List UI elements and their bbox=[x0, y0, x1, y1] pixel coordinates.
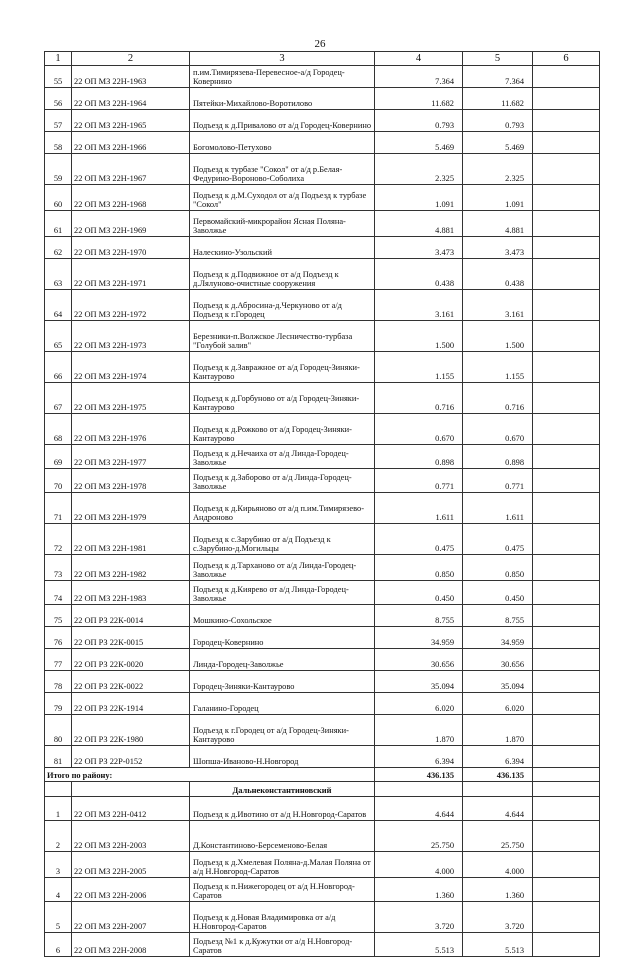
table-row bbox=[45, 66, 600, 88]
length-value-5: 0.793 bbox=[463, 110, 533, 132]
length-value-4: 3.161 bbox=[375, 290, 463, 321]
empty-cell-6 bbox=[533, 352, 600, 383]
length-value-5: 25.750 bbox=[463, 821, 533, 852]
table-row bbox=[45, 746, 600, 768]
table-row bbox=[45, 321, 600, 352]
road-name: Д.Константиново-Берсеменово-Белая bbox=[190, 821, 375, 852]
length-value-4: 4.881 bbox=[375, 211, 463, 237]
empty-cell-6 bbox=[533, 555, 600, 581]
length-value-4: 0.475 bbox=[375, 524, 463, 555]
table-row bbox=[45, 627, 600, 649]
section-row bbox=[45, 782, 600, 797]
table-row bbox=[45, 493, 600, 524]
table-row bbox=[45, 469, 600, 493]
empty-cell-6 bbox=[533, 445, 600, 469]
empty-cell-6 bbox=[533, 715, 600, 746]
empty-cell-6 bbox=[533, 154, 600, 185]
length-value-5: 0.771 bbox=[463, 469, 533, 493]
row-number: 59 bbox=[45, 154, 72, 185]
length-value-5: 0.670 bbox=[463, 414, 533, 445]
row-number: 3 bbox=[45, 852, 72, 878]
table-row bbox=[45, 605, 600, 627]
road-name: Подъезд к д.Киярево от а/д Линда-Городец-Заволжье bbox=[190, 581, 375, 605]
table-row bbox=[45, 414, 600, 445]
length-value-5: 0.716 bbox=[463, 383, 533, 414]
row-number: 55 bbox=[45, 66, 72, 88]
table-row bbox=[45, 581, 600, 605]
length-value-5: 6.020 bbox=[463, 693, 533, 715]
road-code: 22 ОП РЗ 22К-1914 bbox=[72, 693, 190, 715]
empty-cell-6 bbox=[533, 132, 600, 154]
row-number: 60 bbox=[45, 185, 72, 211]
road-name: Подъезд к д.Завражное от а/д Городец-Зиняки-Кантаурово bbox=[190, 352, 375, 383]
road-code: 22 ОП МЗ 22Н-2008 bbox=[72, 933, 190, 957]
row-number: 57 bbox=[45, 110, 72, 132]
road-code: 22 ОП МЗ 22Н-1983 bbox=[72, 581, 190, 605]
road-code: 22 ОП МЗ 22Н-1972 bbox=[72, 290, 190, 321]
header-cell: 6 bbox=[533, 52, 600, 66]
length-value-5: 30.656 bbox=[463, 649, 533, 671]
row-number: 56 bbox=[45, 88, 72, 110]
road-name: Подъезд к д.Хмелевая Поляна-д.Малая Поляна от а/д Н.Новгород-Саратов bbox=[190, 852, 375, 878]
empty-cell-6 bbox=[533, 321, 600, 352]
road-name: Подъезд к д.Новая Владимировка от а/д Н.Новгород-Саратов bbox=[190, 902, 375, 933]
road-name: Галанино-Городец bbox=[190, 693, 375, 715]
row-number: 6 bbox=[45, 933, 72, 957]
empty-cell-6 bbox=[533, 237, 600, 259]
road-code: 22 ОП МЗ 22Н-1971 bbox=[72, 259, 190, 290]
row-number: 5 bbox=[45, 902, 72, 933]
total-value-4: 436.135 bbox=[375, 768, 463, 782]
section-empty-1 bbox=[45, 782, 72, 797]
road-name: Шопша-Иваново-Н.Новгород bbox=[190, 746, 375, 768]
empty-cell-6 bbox=[533, 649, 600, 671]
road-name: Подъезд к д.Рожково от а/д Городец-Зиняки-Кантаурово bbox=[190, 414, 375, 445]
header-cell: 1 bbox=[45, 52, 72, 66]
road-name: Мошкино-Сохольское bbox=[190, 605, 375, 627]
empty-cell-6 bbox=[533, 746, 600, 768]
road-code: 22 ОП РЗ 22К-1980 bbox=[72, 715, 190, 746]
length-value-5: 6.394 bbox=[463, 746, 533, 768]
road-name: Пятейки-Михайлово-Воротилово bbox=[190, 88, 375, 110]
empty-cell-6 bbox=[533, 878, 600, 902]
length-value-5: 4.644 bbox=[463, 797, 533, 821]
road-code: 22 ОП РЗ 22К-0014 bbox=[72, 605, 190, 627]
road-code: 22 ОП РЗ 22Р-0152 bbox=[72, 746, 190, 768]
length-value-4: 25.750 bbox=[375, 821, 463, 852]
length-value-5: 7.364 bbox=[463, 66, 533, 88]
length-value-5: 3.720 bbox=[463, 902, 533, 933]
table-row bbox=[45, 671, 600, 693]
table-row bbox=[45, 290, 600, 321]
length-value-5: 34.959 bbox=[463, 627, 533, 649]
table-row bbox=[45, 445, 600, 469]
road-code: 22 ОП МЗ 22Н-2006 bbox=[72, 878, 190, 902]
road-code: 22 ОП РЗ 22К-0022 bbox=[72, 671, 190, 693]
road-code: 22 ОП МЗ 22Н-1976 bbox=[72, 414, 190, 445]
empty-cell-6 bbox=[533, 797, 600, 821]
length-value-4: 0.898 bbox=[375, 445, 463, 469]
length-value-5: 4.000 bbox=[463, 852, 533, 878]
road-code: 22 ОП МЗ 22Н-1978 bbox=[72, 469, 190, 493]
row-number: 71 bbox=[45, 493, 72, 524]
row-number: 80 bbox=[45, 715, 72, 746]
length-value-4: 1.155 bbox=[375, 352, 463, 383]
road-code: 22 ОП МЗ 22Н-1965 bbox=[72, 110, 190, 132]
row-number: 4 bbox=[45, 878, 72, 902]
road-code: 22 ОП МЗ 22Н-2005 bbox=[72, 852, 190, 878]
row-number: 74 bbox=[45, 581, 72, 605]
road-name: Богомолово-Петухово bbox=[190, 132, 375, 154]
section-empty-6 bbox=[533, 782, 600, 797]
row-number: 2 bbox=[45, 821, 72, 852]
row-number: 63 bbox=[45, 259, 72, 290]
road-name: Подъезд №1 к д.Кужутки от а/д Н.Новгород-Саратов bbox=[190, 933, 375, 957]
road-name: Подъезд к д.Абросина-д.Черкуново от а/д Подъезд к г.Городец bbox=[190, 290, 375, 321]
empty-cell-6 bbox=[533, 414, 600, 445]
length-value-5: 1.155 bbox=[463, 352, 533, 383]
row-number: 68 bbox=[45, 414, 72, 445]
section-empty-5 bbox=[463, 782, 533, 797]
length-value-5: 1.500 bbox=[463, 321, 533, 352]
length-value-5: 5.513 bbox=[463, 933, 533, 957]
row-number: 79 bbox=[45, 693, 72, 715]
table-row bbox=[45, 383, 600, 414]
row-number: 58 bbox=[45, 132, 72, 154]
table-row bbox=[45, 878, 600, 902]
table-row bbox=[45, 649, 600, 671]
length-value-5: 4.881 bbox=[463, 211, 533, 237]
road-name: Березники-п.Волжское Лесничество-турбаза "Голубой залив" bbox=[190, 321, 375, 352]
length-value-5: 3.473 bbox=[463, 237, 533, 259]
table-row bbox=[45, 352, 600, 383]
table-row bbox=[45, 237, 600, 259]
row-number: 66 bbox=[45, 352, 72, 383]
empty-cell-6 bbox=[533, 110, 600, 132]
length-value-4: 0.771 bbox=[375, 469, 463, 493]
length-value-4: 11.682 bbox=[375, 88, 463, 110]
road-code: 22 ОП МЗ 22Н-1969 bbox=[72, 211, 190, 237]
empty-cell-6 bbox=[533, 493, 600, 524]
table-row bbox=[45, 821, 600, 852]
empty-cell-6 bbox=[533, 671, 600, 693]
roads-table bbox=[44, 51, 600, 957]
length-value-4: 0.793 bbox=[375, 110, 463, 132]
table-row bbox=[45, 524, 600, 555]
row-number: 67 bbox=[45, 383, 72, 414]
table-row bbox=[45, 132, 600, 154]
road-name: Городец-Зиняки-Кантаурово bbox=[190, 671, 375, 693]
empty-cell-6 bbox=[533, 693, 600, 715]
row-number: 1 bbox=[45, 797, 72, 821]
table-row bbox=[45, 259, 600, 290]
road-name: Подъезд к д.М.Суходол от а/д Подъезд к турбазе "Сокол" bbox=[190, 185, 375, 211]
length-value-5: 1.360 bbox=[463, 878, 533, 902]
length-value-4: 3.473 bbox=[375, 237, 463, 259]
road-name: Подъезд к д.Нечаиха от а/д Линда-Городец-Заволжье bbox=[190, 445, 375, 469]
table-row bbox=[45, 715, 600, 746]
road-name: Подъезд к д.Кирьяново от а/д п.им.Тимирязево-Андроново bbox=[190, 493, 375, 524]
length-value-4: 35.094 bbox=[375, 671, 463, 693]
total-empty-6 bbox=[533, 768, 600, 782]
row-number: 72 bbox=[45, 524, 72, 555]
page-number: 26 bbox=[314, 38, 326, 50]
table-row bbox=[45, 211, 600, 237]
table-row bbox=[45, 555, 600, 581]
header-cell: 5 bbox=[463, 52, 533, 66]
road-name: Городец-Ковернино bbox=[190, 627, 375, 649]
empty-cell-6 bbox=[533, 524, 600, 555]
road-name: Налескино-Узольский bbox=[190, 237, 375, 259]
road-code: 22 ОП МЗ 22Н-1967 bbox=[72, 154, 190, 185]
road-code: 22 ОП МЗ 22Н-1981 bbox=[72, 524, 190, 555]
row-number: 65 bbox=[45, 321, 72, 352]
header-cell: 4 bbox=[375, 52, 463, 66]
table-row bbox=[45, 902, 600, 933]
road-name: Подъезд к д.Подвижное от а/д Подъезд к д.Лялуново-очистные сооружения bbox=[190, 259, 375, 290]
road-code: 22 ОП МЗ 22Н-1974 bbox=[72, 352, 190, 383]
length-value-4: 4.644 bbox=[375, 797, 463, 821]
length-value-4: 6.394 bbox=[375, 746, 463, 768]
road-name: Линда-Городец-Заволжье bbox=[190, 649, 375, 671]
empty-cell-6 bbox=[533, 185, 600, 211]
empty-cell-6 bbox=[533, 88, 600, 110]
table-row bbox=[45, 88, 600, 110]
length-value-4: 1.360 bbox=[375, 878, 463, 902]
row-number: 69 bbox=[45, 445, 72, 469]
road-name: Подъезд к д.Тарханово от а/д Линда-Городец-Заволжье bbox=[190, 555, 375, 581]
length-value-4: 0.670 bbox=[375, 414, 463, 445]
total-row bbox=[45, 768, 600, 782]
length-value-4: 0.450 bbox=[375, 581, 463, 605]
empty-cell-6 bbox=[533, 627, 600, 649]
length-value-4: 4.000 bbox=[375, 852, 463, 878]
length-value-4: 34.959 bbox=[375, 627, 463, 649]
road-code: 22 ОП МЗ 22Н-1963 bbox=[72, 66, 190, 88]
empty-cell-6 bbox=[533, 821, 600, 852]
road-name: Подъезд к п.Нижегородец от а/д Н.Новгород-Саратов bbox=[190, 878, 375, 902]
length-value-5: 1.870 bbox=[463, 715, 533, 746]
table-row bbox=[45, 110, 600, 132]
table-row bbox=[45, 933, 600, 957]
section-title: Дальнеконстантиновский bbox=[190, 782, 375, 797]
row-number: 62 bbox=[45, 237, 72, 259]
road-code: 22 ОП МЗ 22Н-1964 bbox=[72, 88, 190, 110]
road-name: Первомайский-микрорайон Ясная Поляна-Заволжье bbox=[190, 211, 375, 237]
row-number: 76 bbox=[45, 627, 72, 649]
empty-cell-6 bbox=[533, 581, 600, 605]
table-row bbox=[45, 797, 600, 821]
row-number: 70 bbox=[45, 469, 72, 493]
length-value-5: 0.475 bbox=[463, 524, 533, 555]
table-row bbox=[45, 185, 600, 211]
length-value-4: 1.091 bbox=[375, 185, 463, 211]
length-value-5: 0.438 bbox=[463, 259, 533, 290]
empty-cell-6 bbox=[533, 852, 600, 878]
length-value-5: 2.325 bbox=[463, 154, 533, 185]
road-name: Подъезд к г.Городец от а/д Городец-Зиняки-Кантаурово bbox=[190, 715, 375, 746]
table-row bbox=[45, 154, 600, 185]
road-code: 22 ОП МЗ 22Н-1968 bbox=[72, 185, 190, 211]
row-number: 61 bbox=[45, 211, 72, 237]
length-value-4: 0.716 bbox=[375, 383, 463, 414]
length-value-5: 1.091 bbox=[463, 185, 533, 211]
length-value-4: 5.513 bbox=[375, 933, 463, 957]
road-code: 22 ОП МЗ 22Н-1982 bbox=[72, 555, 190, 581]
road-name: Подъезд к д.Заборово от а/д Линда-Городец-Заволжье bbox=[190, 469, 375, 493]
length-value-4: 0.438 bbox=[375, 259, 463, 290]
length-value-4: 8.755 bbox=[375, 605, 463, 627]
road-name: п.им.Тимирязева-Перевесное-а/д Городец-Ковернино bbox=[190, 66, 375, 88]
section-empty-2 bbox=[72, 782, 190, 797]
length-value-5: 11.682 bbox=[463, 88, 533, 110]
length-value-4: 2.325 bbox=[375, 154, 463, 185]
road-code: 22 ОП МЗ 22Н-2007 bbox=[72, 902, 190, 933]
empty-cell-6 bbox=[533, 902, 600, 933]
length-value-5: 8.755 bbox=[463, 605, 533, 627]
road-code: 22 ОП РЗ 22К-0015 bbox=[72, 627, 190, 649]
length-value-4: 3.720 bbox=[375, 902, 463, 933]
empty-cell-6 bbox=[533, 469, 600, 493]
row-number: 81 bbox=[45, 746, 72, 768]
row-number: 64 bbox=[45, 290, 72, 321]
length-value-5: 0.450 bbox=[463, 581, 533, 605]
total-label: Итого по району: bbox=[45, 768, 375, 782]
road-name: Подъезд к с.Зарубино от а/д Подъезд к с.Зарубино-д.Могильцы bbox=[190, 524, 375, 555]
row-number: 77 bbox=[45, 649, 72, 671]
length-value-4: 7.364 bbox=[375, 66, 463, 88]
road-code: 22 ОП МЗ 22Н-2003 bbox=[72, 821, 190, 852]
empty-cell-6 bbox=[533, 66, 600, 88]
length-value-4: 1.870 bbox=[375, 715, 463, 746]
empty-cell-6 bbox=[533, 211, 600, 237]
road-code: 22 ОП РЗ 22К-0020 bbox=[72, 649, 190, 671]
row-number: 73 bbox=[45, 555, 72, 581]
header-cell: 3 bbox=[190, 52, 375, 66]
road-name: Подъезд к д.Привалово от а/д Городец-Ковернино bbox=[190, 110, 375, 132]
road-name: Подъезд к д.Ивотино от а/д Н.Новгород-Саратов bbox=[190, 797, 375, 821]
length-value-4: 30.656 bbox=[375, 649, 463, 671]
road-code: 22 ОП МЗ 22Н-0412 bbox=[72, 797, 190, 821]
row-number: 78 bbox=[45, 671, 72, 693]
road-code: 22 ОП МЗ 22Н-1979 bbox=[72, 493, 190, 524]
empty-cell-6 bbox=[533, 933, 600, 957]
length-value-4: 6.020 bbox=[375, 693, 463, 715]
length-value-4: 1.611 bbox=[375, 493, 463, 524]
empty-cell-6 bbox=[533, 259, 600, 290]
empty-cell-6 bbox=[533, 383, 600, 414]
header-cell: 2 bbox=[72, 52, 190, 66]
length-value-5: 1.611 bbox=[463, 493, 533, 524]
length-value-5: 35.094 bbox=[463, 671, 533, 693]
section-empty-4 bbox=[375, 782, 463, 797]
length-value-5: 0.898 bbox=[463, 445, 533, 469]
length-value-4: 1.500 bbox=[375, 321, 463, 352]
table-row bbox=[45, 852, 600, 878]
road-code: 22 ОП МЗ 22Н-1973 bbox=[72, 321, 190, 352]
total-value-5: 436.135 bbox=[463, 768, 533, 782]
road-code: 22 ОП МЗ 22Н-1970 bbox=[72, 237, 190, 259]
empty-cell-6 bbox=[533, 290, 600, 321]
length-value-5: 5.469 bbox=[463, 132, 533, 154]
row-number: 75 bbox=[45, 605, 72, 627]
table-row bbox=[45, 693, 600, 715]
road-name: Подъезд к турбазе "Сокол" от а/д р.Белая-Федурино-Вороново-Соболиха bbox=[190, 154, 375, 185]
length-value-5: 0.850 bbox=[463, 555, 533, 581]
road-code: 22 ОП МЗ 22Н-1966 bbox=[72, 132, 190, 154]
road-code: 22 ОП МЗ 22Н-1975 bbox=[72, 383, 190, 414]
length-value-5: 3.161 bbox=[463, 290, 533, 321]
header-row bbox=[45, 52, 600, 66]
empty-cell-6 bbox=[533, 605, 600, 627]
road-name: Подъезд к д.Горбуново от а/д Городец-Зиняки-Кантаурово bbox=[190, 383, 375, 414]
road-code: 22 ОП МЗ 22Н-1977 bbox=[72, 445, 190, 469]
length-value-4: 5.469 bbox=[375, 132, 463, 154]
length-value-4: 0.850 bbox=[375, 555, 463, 581]
